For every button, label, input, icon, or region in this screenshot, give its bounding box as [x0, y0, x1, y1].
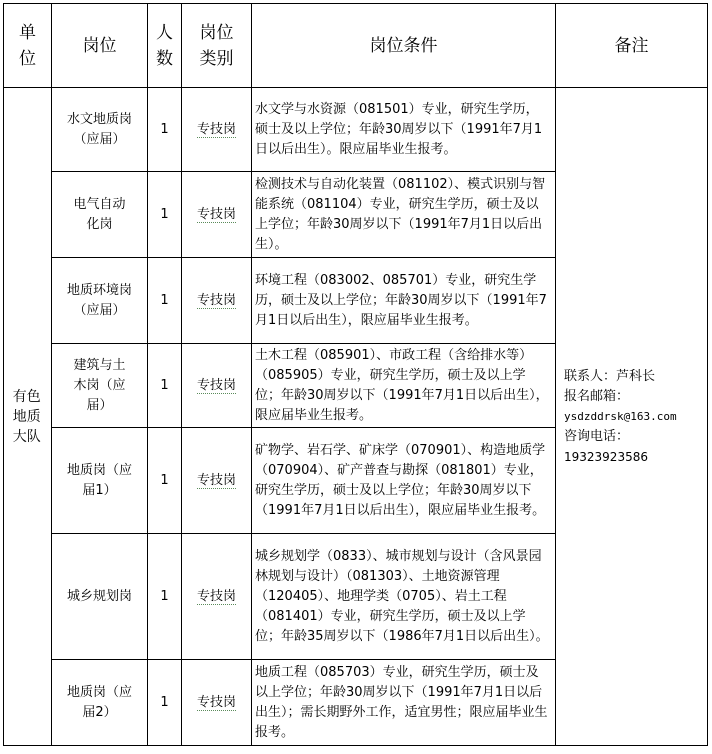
post-cell: 建筑与土木岗（应届） — [52, 344, 148, 428]
count-cell: 1 — [148, 88, 182, 172]
header-row — [4, 4, 708, 88]
count-cell: 1 — [148, 344, 182, 428]
conditions-cell: 水文学与水资源（081501）专业，研究生学历，硕士及以上学位；年龄30周岁以下（1991年7月1日以后出生）。限应届毕业生报考。 — [252, 88, 556, 172]
phone-label: 咨询电话： — [564, 428, 630, 444]
count-cell: 1 — [148, 172, 182, 258]
conditions-cell: 地质工程（085703）专业，研究生学历，硕士及以上学位；年龄30周岁以下（1991年7月1日以后出生）；需长期野外工作，适宜男性；限应届毕业生报考。 — [252, 660, 556, 746]
type-cell: 专技岗 — [182, 428, 252, 534]
post-cell: 城乡规划岗 — [52, 534, 148, 660]
post-cell: 电气自动化岗 — [52, 172, 148, 258]
post-cell: 地质环境岗（应届） — [52, 258, 148, 344]
header-unit: 单位 — [4, 4, 52, 88]
count-cell: 1 — [148, 258, 182, 344]
type-cell: 专技岗 — [182, 88, 252, 172]
email-label: 报名邮箱： — [564, 388, 630, 404]
header-type: 岗位类别 — [182, 4, 252, 88]
recruitment-table — [3, 3, 708, 746]
conditions-cell: 检测技术与自动化装置（081102）、模式识别与智能系统（081104）专业，研究生学历，硕士及以上学位；年龄30周岁以下（1991年7月1日以后出生）。 — [252, 172, 556, 258]
type-cell: 专技岗 — [182, 344, 252, 428]
header-remarks: 备注 — [556, 4, 708, 88]
table-row — [4, 88, 708, 172]
count-cell: 1 — [148, 428, 182, 534]
email-address: ysdzddrsk@163.com — [564, 409, 677, 423]
conditions-cell: 环境工程（083002、085701）专业，研究生学历，硕士及以上学位；年龄30周岁以下（1991年7月1日以后出生），限应届毕业生报考。 — [252, 258, 556, 344]
conditions-cell: 城乡规划学（0833）、城市规划与设计（含风景园林规划与设计）（081303）、土地资源管理（120405）、地理学类（0705）、岩土工程（081401）专业，研究生学历，硕士及以上学位；年龄35周岁以下（1986年7月1日以后出生）。 — [252, 534, 556, 660]
header-post: 岗位 — [52, 4, 148, 88]
count-cell: 1 — [148, 534, 182, 660]
contact-person: 联系人：芦科长 — [564, 368, 656, 384]
type-cell: 专技岗 — [182, 534, 252, 660]
header-conditions: 岗位条件 — [252, 4, 556, 88]
header-count: 人数 — [148, 4, 182, 88]
post-cell: 地质岗（应届1） — [52, 428, 148, 534]
conditions-cell: 土木工程（085901）、市政工程（含给排水等）（085905）专业，研究生学历，硕士及以上学位；年龄30周岁以下（1991年7月1日以后出生），限应届毕业生报考。 — [252, 344, 556, 428]
post-cell: 水文地质岗（应届） — [52, 88, 148, 172]
count-cell: 1 — [148, 660, 182, 746]
unit-cell: 有色地质大队 — [4, 88, 52, 746]
type-cell: 专技岗 — [182, 172, 252, 258]
type-cell: 专技岗 — [182, 660, 252, 746]
type-cell: 专技岗 — [182, 258, 252, 344]
remarks-cell — [556, 88, 708, 746]
phone-number: 19323923586 — [564, 449, 648, 464]
conditions-cell: 矿物学、岩石学、矿床学（070901）、构造地质学（070904）、矿产普查与勘探（081801）专业，研究生学历，硕士及以上学位；年龄30周岁以下（1991年7月1日以后出生），限应届毕业生报考。 — [252, 428, 556, 534]
post-cell: 地质岗（应届2） — [52, 660, 148, 746]
